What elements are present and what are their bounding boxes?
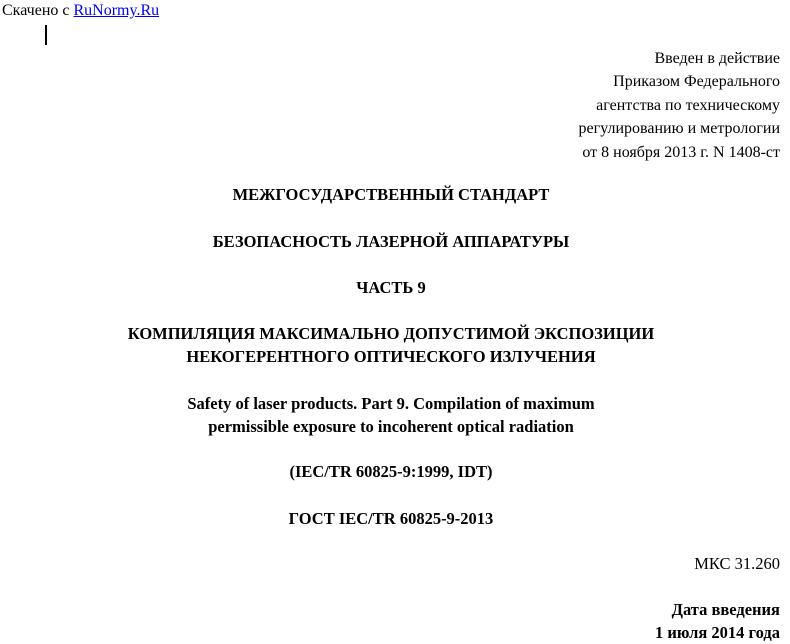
mks-code: МКС 31.260 xyxy=(694,554,780,573)
introduction-date-label: Дата введения xyxy=(671,600,780,619)
text-cursor xyxy=(45,25,47,45)
source-prefix: Скачено с xyxy=(2,2,70,19)
enactment-line: Приказом Федерального xyxy=(613,73,780,91)
runormy-link[interactable]: RuNormy.Ru xyxy=(73,2,160,19)
english-title xyxy=(0,392,782,438)
subtitle-heading xyxy=(0,322,782,368)
subtitle-line: НЕКОГЕРЕНТНОГО ОПТИЧЕСКОГО ИЗЛУЧЕНИЯ xyxy=(186,347,596,366)
gost-number: ГОСТ IEC/TR 60825-9-2013 xyxy=(288,509,494,528)
enactment-line: Введен в действие xyxy=(654,50,780,67)
source-line xyxy=(2,1,159,21)
standard-type-heading: МЕЖГОСУДАРСТВЕННЫЙ СТАНДАРТ xyxy=(232,185,550,204)
enactment-block xyxy=(579,47,780,164)
standard-title-heading: БЕЗОПАСНОСТЬ ЛАЗЕРНОЙ АППАРАТУРЫ xyxy=(212,232,570,251)
part-heading: ЧАСТЬ 9 xyxy=(356,278,426,297)
enactment-line: от 8 ноября 2013 г. N 1408-ст xyxy=(582,143,780,161)
english-title-line: permissible exposure to incoherent optical radiation xyxy=(208,417,574,436)
enactment-line: агентства по техническому xyxy=(596,96,780,114)
english-title-line: Safety of laser products. Part 9. Compilation of maximum xyxy=(187,394,595,413)
enactment-line: регулированию и метрологии xyxy=(578,120,780,138)
iec-reference: (IEC/TR 60825-9:1999, IDT) xyxy=(289,462,493,481)
introduction-date xyxy=(655,598,780,644)
subtitle-line: КОМПИЛЯЦИЯ МАКСИМАЛЬНО ДОПУСТИМОЙ ЭКСПОЗИЦИИ xyxy=(127,324,655,343)
introduction-date-value: 1 июля 2014 года xyxy=(655,623,780,642)
